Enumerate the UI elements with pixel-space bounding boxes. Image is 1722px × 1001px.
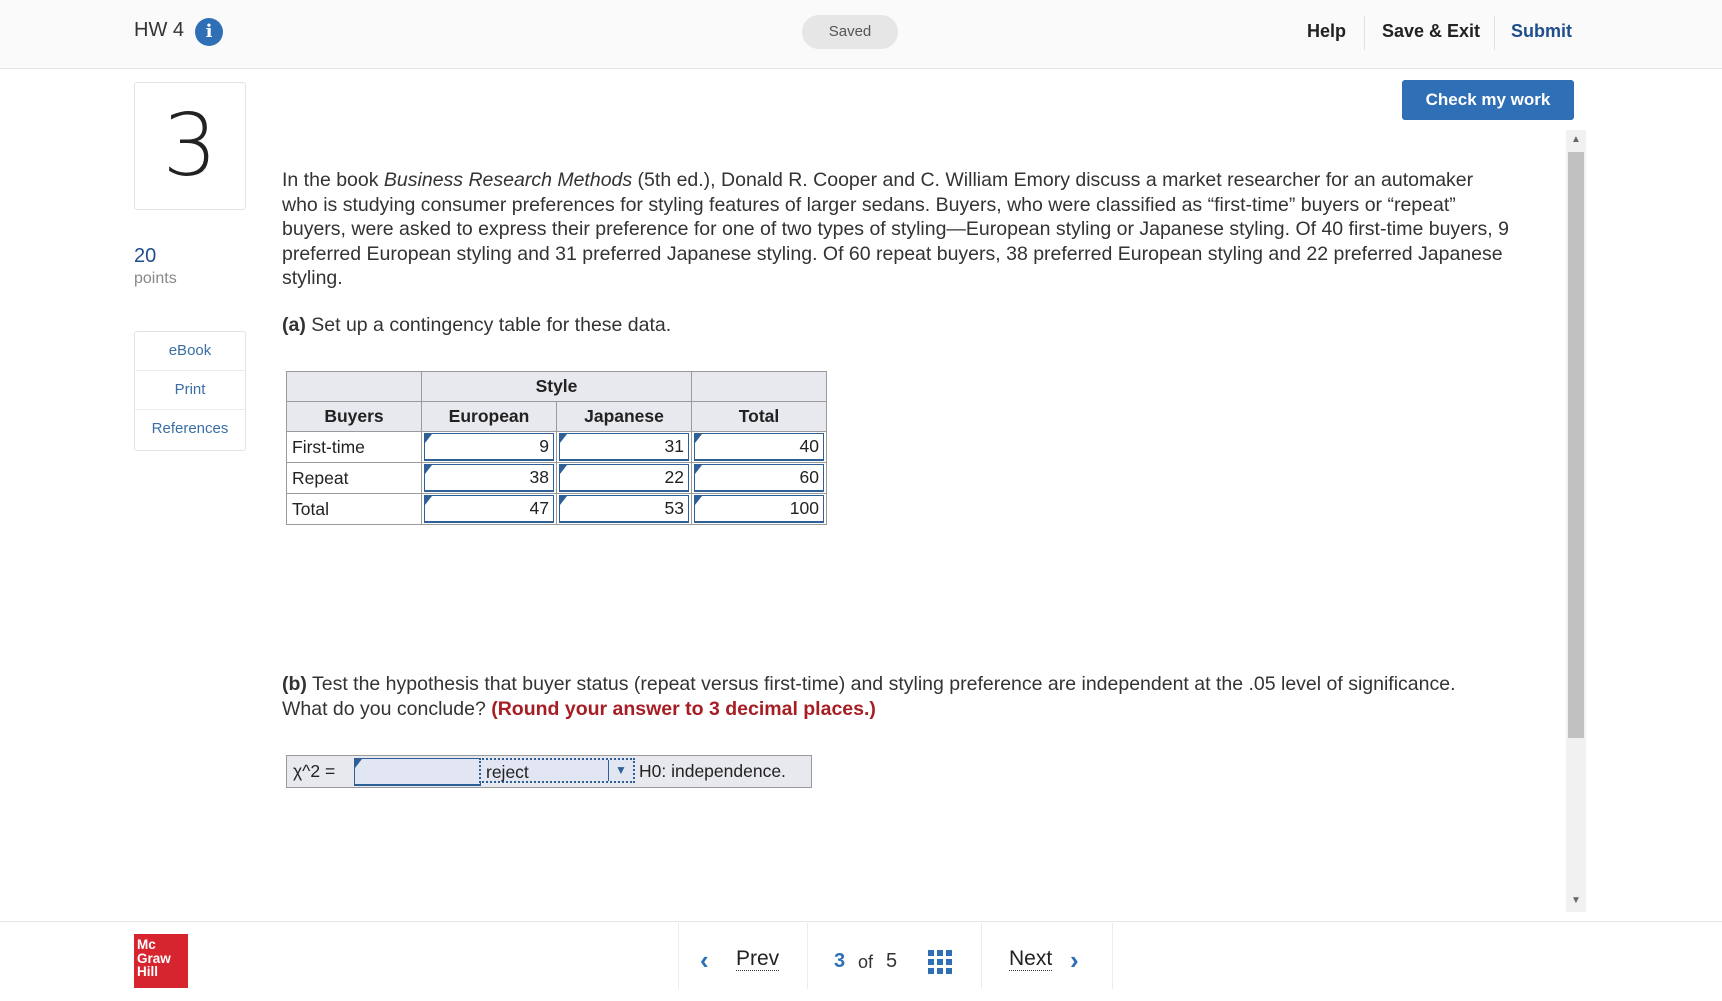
row-label: First-time bbox=[287, 432, 422, 463]
points-value: 20 bbox=[134, 245, 157, 267]
question-tools bbox=[134, 331, 246, 451]
answer-input[interactable]: 22 bbox=[559, 464, 689, 492]
nav-divider bbox=[678, 923, 679, 989]
answer-input[interactable]: 53 bbox=[559, 495, 689, 523]
row-label: Repeat bbox=[287, 463, 422, 494]
decision-select[interactable] bbox=[479, 758, 635, 783]
header-divider bbox=[1364, 16, 1365, 50]
chi-square-answer-row bbox=[286, 755, 812, 788]
points-label: points bbox=[134, 270, 177, 287]
question-grid-icon[interactable] bbox=[928, 950, 952, 974]
decision-selected-value: reject bbox=[486, 762, 529, 782]
question-paragraph: In the book Business Research Methods (5th ed.), Donald R. Cooper and C. William Emory discuss a market researcher for an automaker who is studying consumer preferences for styling features of larger sedans. Buyers, who were classified as “first-time” buyers or “repeat” buyers, were asked to express their preference for one of two types of styling—European styling or Japanese styling. Of 40 first-time buyers, 9 preferred European styling and 31 preferred Japanese styling. Of 60 repeat buyers, 38 preferred European styling and 22 preferred Japanese styling. bbox=[282, 169, 1509, 289]
table-corner-header bbox=[287, 372, 422, 402]
style-group-header: Style bbox=[422, 372, 692, 402]
hypothesis-text: H0: independence. bbox=[639, 761, 786, 781]
col-header-total: Total bbox=[692, 402, 827, 432]
answer-input[interactable]: 38 bbox=[424, 464, 554, 492]
print-link[interactable]: Print bbox=[135, 371, 245, 410]
chevron-down-icon[interactable]: ▼ bbox=[608, 760, 633, 781]
answer-input[interactable]: 100 bbox=[694, 495, 824, 523]
save-exit-link[interactable]: Save & Exit bbox=[1382, 21, 1481, 41]
scrollbar-thumb[interactable] bbox=[1568, 152, 1584, 738]
rounding-note: (Round your answer to 3 decimal places.) bbox=[491, 697, 876, 720]
col-header-japanese: Japanese bbox=[557, 402, 692, 432]
top-header bbox=[0, 0, 1722, 69]
answer-input[interactable]: 60 bbox=[694, 464, 824, 492]
contingency-table bbox=[286, 371, 827, 525]
answer-input[interactable]: 40 bbox=[694, 433, 824, 461]
header-divider bbox=[1494, 16, 1495, 50]
col-header-european: European bbox=[422, 402, 557, 432]
table-row bbox=[287, 494, 827, 525]
page-of-label: of bbox=[858, 952, 874, 972]
chi-square-label: χ^2 = bbox=[293, 761, 336, 781]
answer-input[interactable]: 31 bbox=[559, 433, 689, 461]
table-row bbox=[287, 463, 827, 494]
row-label: Total bbox=[287, 494, 422, 525]
chi-square-input[interactable] bbox=[354, 758, 481, 786]
mcgraw-hill-logo: Mc Graw Hill bbox=[134, 934, 188, 988]
prev-button[interactable]: Prev bbox=[736, 947, 780, 970]
next-button[interactable]: Next bbox=[1009, 947, 1053, 970]
table-row bbox=[287, 432, 827, 463]
submit-link[interactable]: Submit bbox=[1511, 21, 1572, 41]
table-blank-header bbox=[692, 372, 827, 402]
references-link[interactable]: References bbox=[151, 420, 229, 437]
total-pages-number: 5 bbox=[886, 950, 898, 972]
question-stem bbox=[282, 168, 1512, 291]
nav-divider bbox=[1112, 923, 1113, 989]
current-page-number: 3 bbox=[834, 950, 846, 972]
info-icon[interactable]: i bbox=[195, 18, 223, 46]
answer-input[interactable]: 9 bbox=[424, 433, 554, 461]
part-a-prompt: (a) Set up a contingency table for these data. bbox=[282, 314, 672, 336]
ebook-link[interactable]: eBook bbox=[135, 332, 245, 371]
part-b-prompt: (b) Test the hypothesis that buyer status (repeat versus first-time) and styling preference are independent at the .05 level of significance. What do you conclude? (Round your answer to 3 decimal places.) bbox=[282, 673, 1456, 720]
check-my-work-button[interactable]: Check my work bbox=[1402, 80, 1574, 120]
book-title: Business Research Methods bbox=[383, 169, 633, 191]
chevron-left-icon[interactable]: ‹ bbox=[700, 945, 709, 975]
chevron-right-icon[interactable]: › bbox=[1070, 945, 1079, 975]
answer-input[interactable]: 47 bbox=[424, 495, 554, 523]
nav-divider bbox=[981, 923, 982, 989]
scroll-up-icon[interactable]: ▲ bbox=[1571, 134, 1581, 145]
nav-divider bbox=[807, 923, 808, 989]
scroll-down-icon[interactable]: ▼ bbox=[1571, 895, 1581, 906]
assignment-title: HW 4 bbox=[134, 19, 184, 41]
col-header-buyers: Buyers bbox=[287, 402, 422, 432]
help-link[interactable]: Help bbox=[1307, 21, 1347, 41]
question-number: 3 bbox=[134, 82, 246, 210]
saved-status-badge: Saved bbox=[802, 15, 898, 49]
